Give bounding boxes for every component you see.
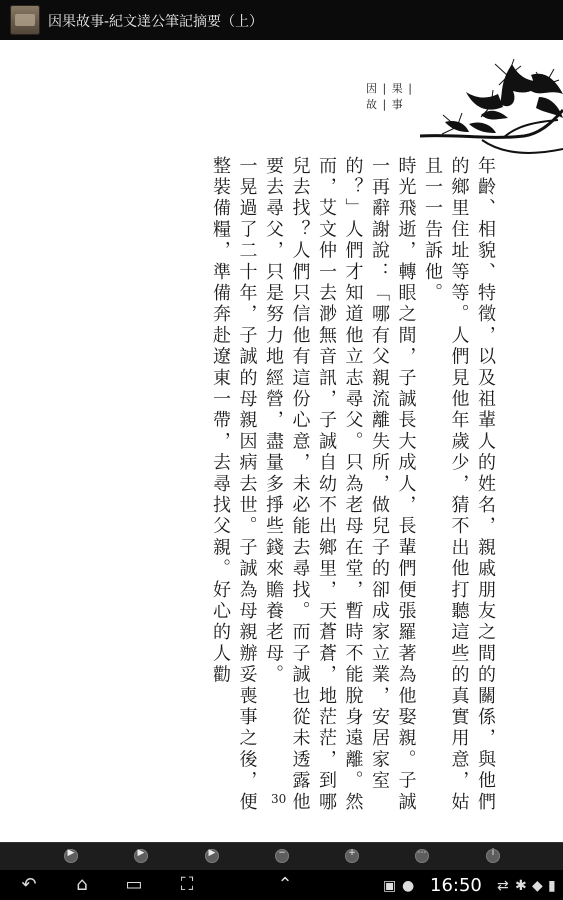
play-icon[interactable]: ▶ — [205, 849, 219, 863]
pine-branch-illustration — [420, 52, 563, 172]
info-icon[interactable]: i — [486, 849, 500, 863]
book-page — [0, 40, 563, 842]
play-icon[interactable]: ▶ — [134, 849, 148, 863]
plus-icon[interactable]: + — [345, 849, 359, 863]
back-icon[interactable]: ↶ — [21, 874, 37, 895]
page-number: 30 — [271, 792, 287, 806]
screenshot-icon[interactable]: ⛶ — [180, 874, 194, 895]
play-icon[interactable]: ▶ — [64, 849, 78, 863]
paragraph: 時光飛逝，轉眼之間，子誠長大成人，長輩們便張羅著為他娶親。子誠一再辭謝說：「哪有父親流離失所，做兒子的卻成家立業，安居家室的？」人們才知道他立志尋父。只為老母在堂，暫時不能脫身遠離。然而，艾文仲一去渺無音訊，子誠自幼不出鄉里，天蒼蒼，地茫茫，到哪兒去找？人們只信他有這份心意，未必能去尋找。而子誠也從未透露他要去尋父，只是努力地經營，盡量多掙些錢來贍養老母。 — [263, 156, 417, 814]
minus-icon[interactable]: − — [275, 849, 289, 863]
clock-time: 16:50 — [430, 875, 482, 896]
paragraph: 年齡、相貌、特徵，以及祖輩人的姓名，親戚朋友之間的關係，與他們的鄉里住址等等。人們見他年歲少，猜不出他打聽這些的真實用意，姑且一一告訴他。 — [422, 156, 496, 814]
reader-toolbar — [0, 842, 563, 871]
bluetooth-icon: ✱ — [515, 878, 527, 894]
chevron-up-icon[interactable]: ⌃ — [277, 874, 293, 895]
app-icon[interactable] — [10, 5, 40, 35]
paragraph: 一晃過了二十年，子誠的母親因病去世。子誠為母親辦妥喪事之後，便整裝備糧，準備奔赴遼東一帶，去尋找父親。好心的人勸 — [210, 156, 258, 814]
recent-apps-icon[interactable]: ▭ — [125, 874, 143, 895]
book-body-text — [98, 156, 498, 816]
more-icon[interactable]: ⋯ — [415, 849, 429, 863]
sync-icon: ⇄ — [497, 878, 509, 894]
app-title: 因果故事-紀文達公筆記摘要（上） — [48, 14, 264, 30]
globe-icon: ● — [402, 878, 415, 894]
title-bar — [0, 0, 563, 40]
system-navigation-bar — [0, 870, 563, 900]
wifi-icon: ◆ — [532, 878, 543, 894]
battery-icon: ▮ — [548, 878, 556, 894]
image-notification-icon: ▣ — [383, 878, 397, 894]
home-icon[interactable]: ⌂ — [76, 874, 88, 895]
page-header: 因 | 果 | 故 | 事 — [366, 82, 413, 111]
